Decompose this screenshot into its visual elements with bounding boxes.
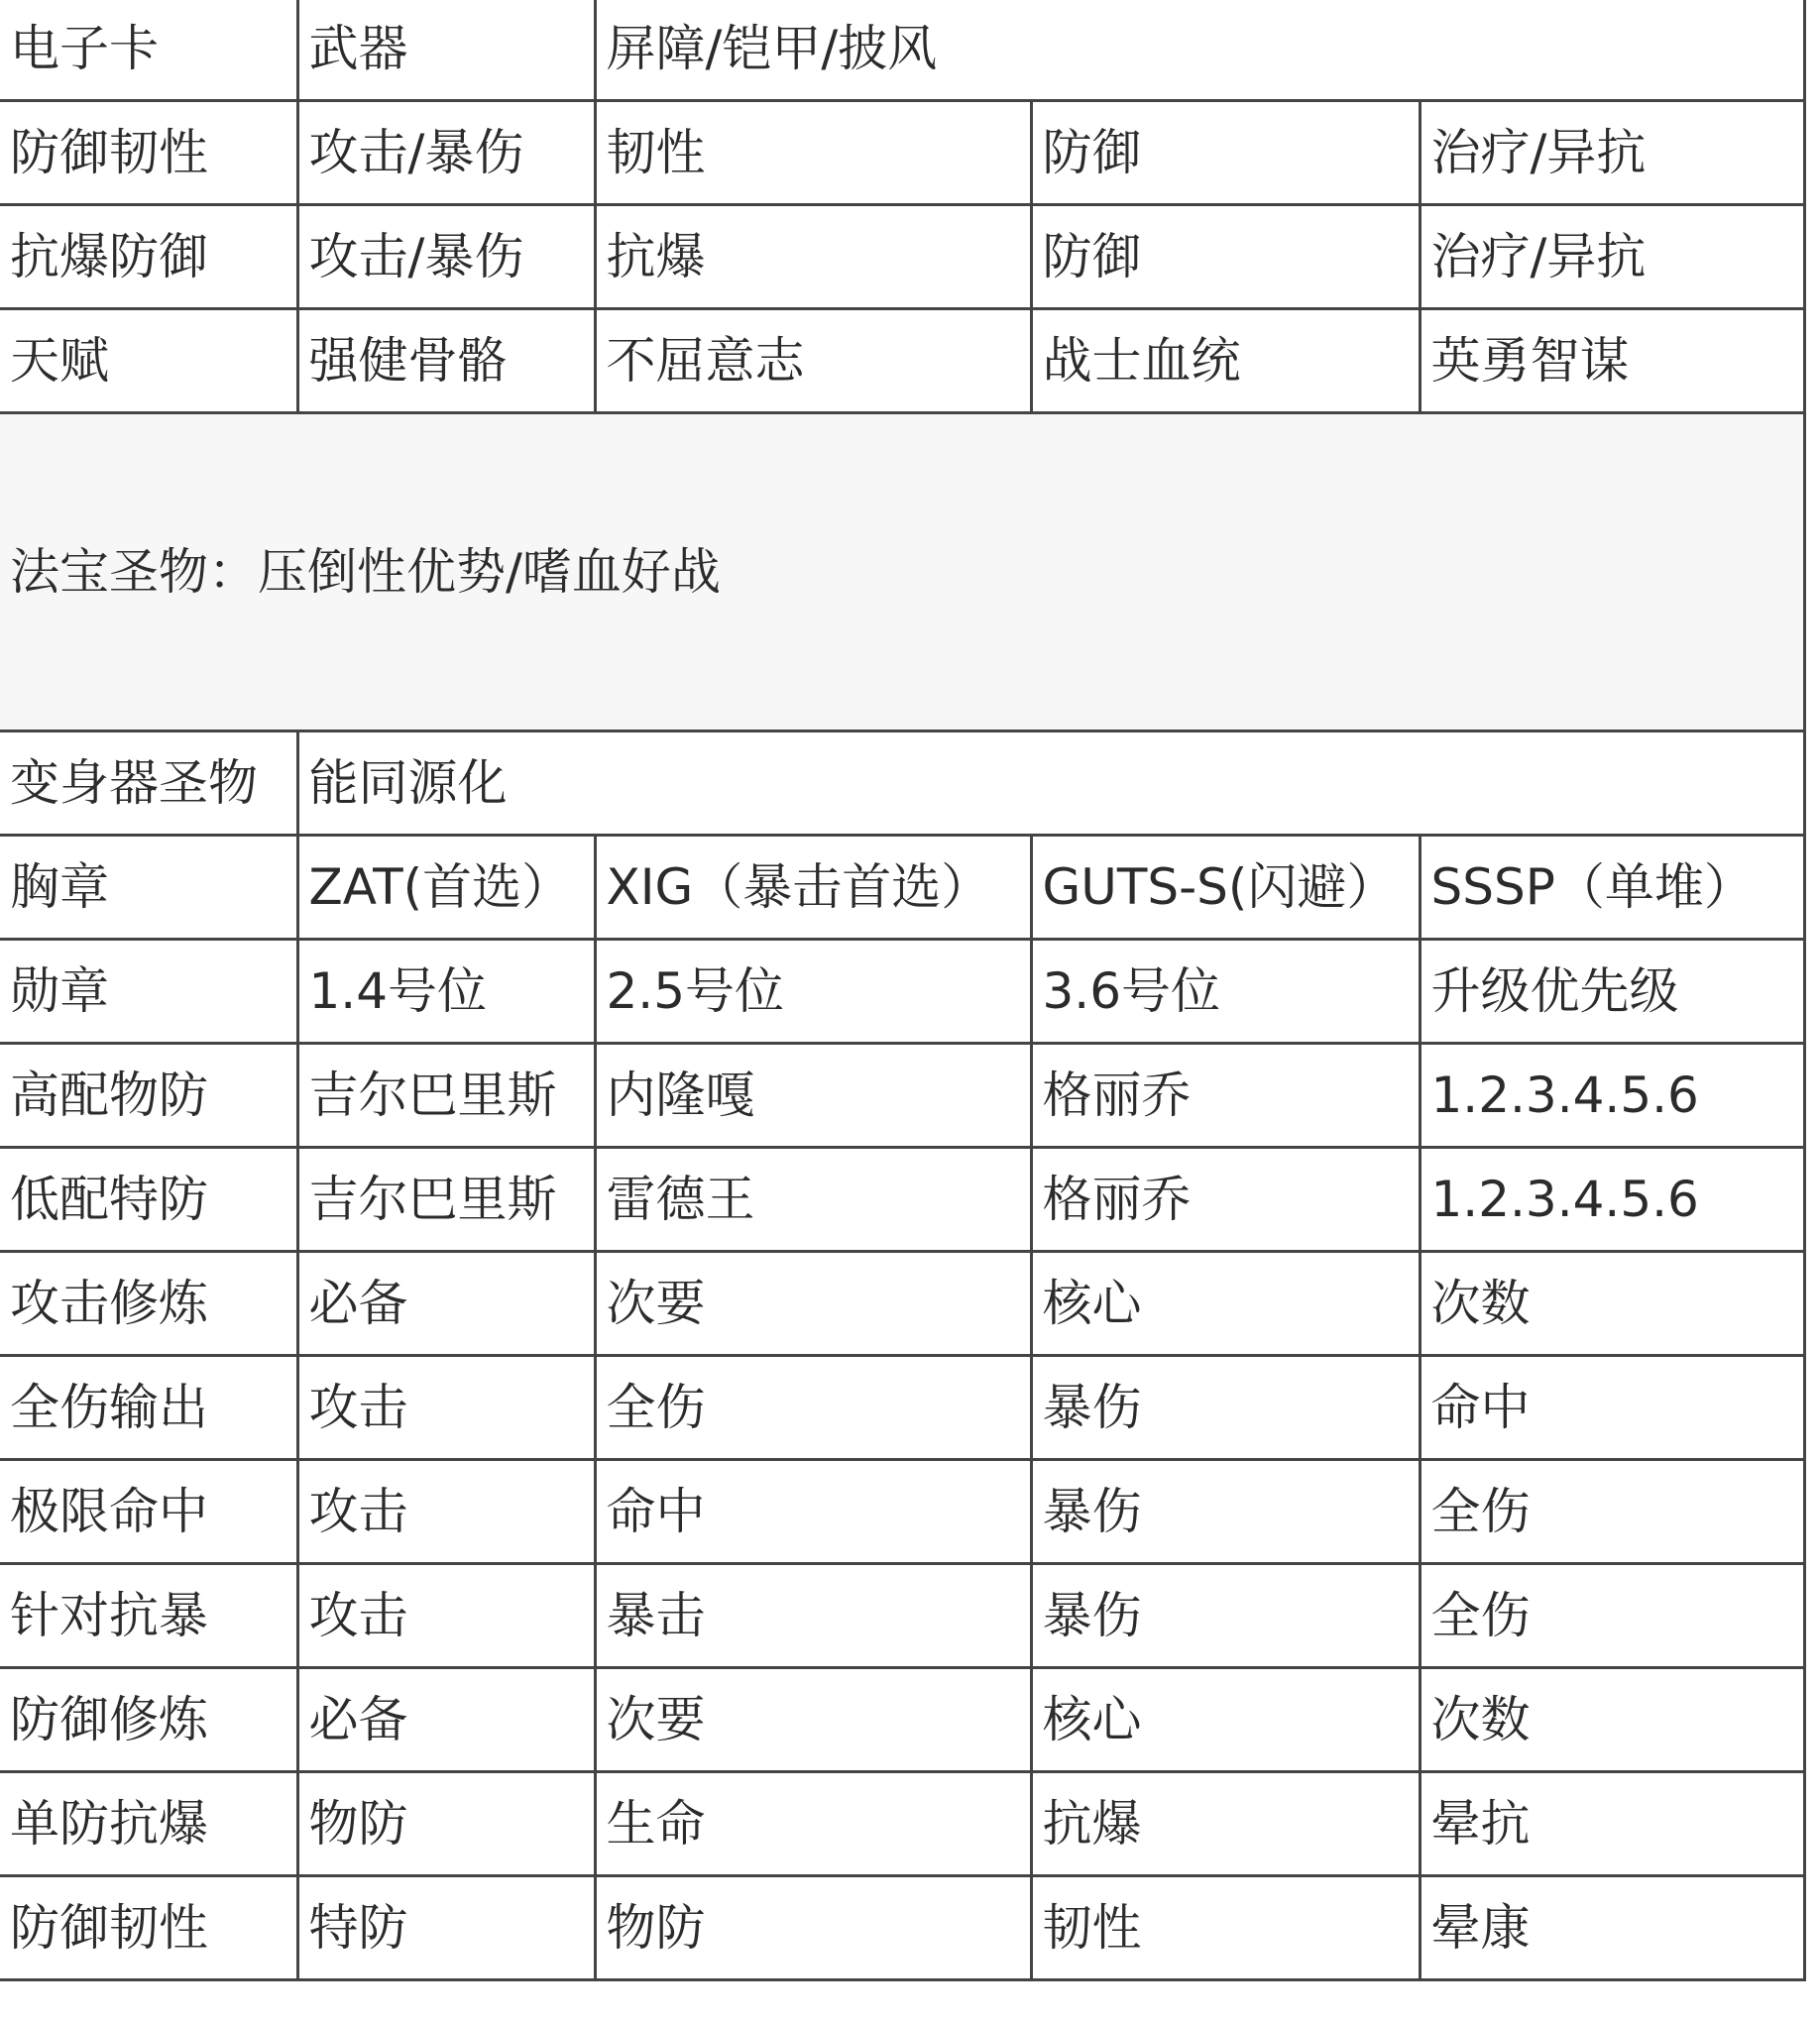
table-cell: 胸章	[0, 836, 297, 940]
table-cell: 内隆嘎	[595, 1044, 1031, 1148]
table-cell: 格丽乔	[1031, 1044, 1420, 1148]
table-cell: 雷德王	[595, 1148, 1031, 1252]
table-cell: 不屈意志	[595, 309, 1031, 413]
table-cell: 韧性	[595, 101, 1031, 205]
table-cell: 单防抗爆	[0, 1772, 297, 1876]
table-cell: 防御韧性	[0, 1876, 297, 1980]
table-cell: SSSP（单堆）	[1420, 836, 1804, 940]
table-row	[0, 309, 1804, 413]
table-cell: 极限命中	[0, 1460, 297, 1564]
table-cell: 次要	[595, 1668, 1031, 1772]
table-cell: 晕抗	[1420, 1772, 1804, 1876]
table-cell: 必备	[297, 1668, 595, 1772]
table-cell: 次数	[1420, 1668, 1804, 1772]
table-cell: 防御	[1031, 101, 1420, 205]
table-cell: 核心	[1031, 1668, 1420, 1772]
table-cell: 吉尔巴里斯	[297, 1044, 595, 1148]
table-row	[0, 1772, 1804, 1876]
table-cell: 攻击	[297, 1564, 595, 1668]
table-cell: 必备	[297, 1252, 595, 1356]
table-cell: 英勇智谋	[1420, 309, 1804, 413]
table-cell: 1.4号位	[297, 940, 595, 1044]
table-row	[0, 0, 1804, 101]
table-row	[0, 205, 1804, 309]
table-cell: 暴伤	[1031, 1356, 1420, 1460]
table-cell: 武器	[297, 0, 595, 101]
table-row	[0, 1668, 1804, 1772]
table-cell: 核心	[1031, 1252, 1420, 1356]
table-cell: ZAT(首选）	[297, 836, 595, 940]
table-row	[0, 1876, 1804, 1980]
table-cell: 低配特防	[0, 1148, 297, 1252]
table-cell: 治疗/异抗	[1420, 205, 1804, 309]
table-cell: 防御修炼	[0, 1668, 297, 1772]
table-cell: 韧性	[1031, 1876, 1420, 1980]
table-row	[0, 413, 1804, 731]
table-row	[0, 731, 1804, 836]
table-row	[0, 1252, 1804, 1356]
table-row	[0, 836, 1804, 940]
table-cell: 攻击/暴伤	[297, 205, 595, 309]
table-cell: 攻击/暴伤	[297, 101, 595, 205]
table-cell: 抗爆防御	[0, 205, 297, 309]
table-cell: 勋章	[0, 940, 297, 1044]
table-cell: 抗爆	[595, 205, 1031, 309]
table-cell: 变身器圣物	[0, 731, 297, 836]
table-cell: 针对抗暴	[0, 1564, 297, 1668]
table-cell: 攻击	[297, 1356, 595, 1460]
table-cell: 特防	[297, 1876, 595, 1980]
table-cell: 防御韧性	[0, 101, 297, 205]
table-cell: 吉尔巴里斯	[297, 1148, 595, 1252]
table-cell: 物防	[297, 1772, 595, 1876]
table-cell: 次数	[1420, 1252, 1804, 1356]
table-cell: 天赋	[0, 309, 297, 413]
table-cell: 格丽乔	[1031, 1148, 1420, 1252]
table-cell: 全伤	[595, 1356, 1031, 1460]
table-cell: 攻击	[297, 1460, 595, 1564]
table-row	[0, 101, 1804, 205]
table-cell: 抗爆	[1031, 1772, 1420, 1876]
table-cell: 生命	[595, 1772, 1031, 1876]
table-cell: 1.2.3.4.5.6	[1420, 1044, 1804, 1148]
table-cell: 屏障/铠甲/披风	[595, 0, 1804, 101]
table-cell: 治疗/异抗	[1420, 101, 1804, 205]
table-cell: 全伤	[1420, 1460, 1804, 1564]
table-cell: 暴伤	[1031, 1460, 1420, 1564]
table-cell: 次要	[595, 1252, 1031, 1356]
table-cell: 战士血统	[1031, 309, 1420, 413]
table-cell: 1.2.3.4.5.6	[1420, 1148, 1804, 1252]
table-cell: 暴伤	[1031, 1564, 1420, 1668]
table-cell: XIG（暴击首选）	[595, 836, 1031, 940]
table-cell: 3.6号位	[1031, 940, 1420, 1044]
table-cell: 2.5号位	[595, 940, 1031, 1044]
table-row	[0, 1148, 1804, 1252]
table-row	[0, 940, 1804, 1044]
table-cell: 防御	[1031, 205, 1420, 309]
table-cell: 命中	[1420, 1356, 1804, 1460]
treasure-note: 法宝圣物：压倒性优势/嗜血好战	[0, 413, 1804, 731]
table-cell: 全伤	[1420, 1564, 1804, 1668]
table-cell: 物防	[595, 1876, 1031, 1980]
table-cell: 命中	[595, 1460, 1031, 1564]
table-cell: 攻击修炼	[0, 1252, 297, 1356]
table-cell: 全伤输出	[0, 1356, 297, 1460]
table-cell: GUTS-S(闪避）	[1031, 836, 1420, 940]
table-cell: 强健骨骼	[297, 309, 595, 413]
table-cell: 晕康	[1420, 1876, 1804, 1980]
table-cell: 高配物防	[0, 1044, 297, 1148]
table-row	[0, 1356, 1804, 1460]
table-cell: 暴击	[595, 1564, 1031, 1668]
table-row	[0, 1044, 1804, 1148]
table-row	[0, 1460, 1804, 1564]
table-cell: 升级优先级	[1420, 940, 1804, 1044]
table-row	[0, 1564, 1804, 1668]
table-cell: 电子卡	[0, 0, 297, 101]
table-cell: 能同源化	[297, 731, 1804, 836]
